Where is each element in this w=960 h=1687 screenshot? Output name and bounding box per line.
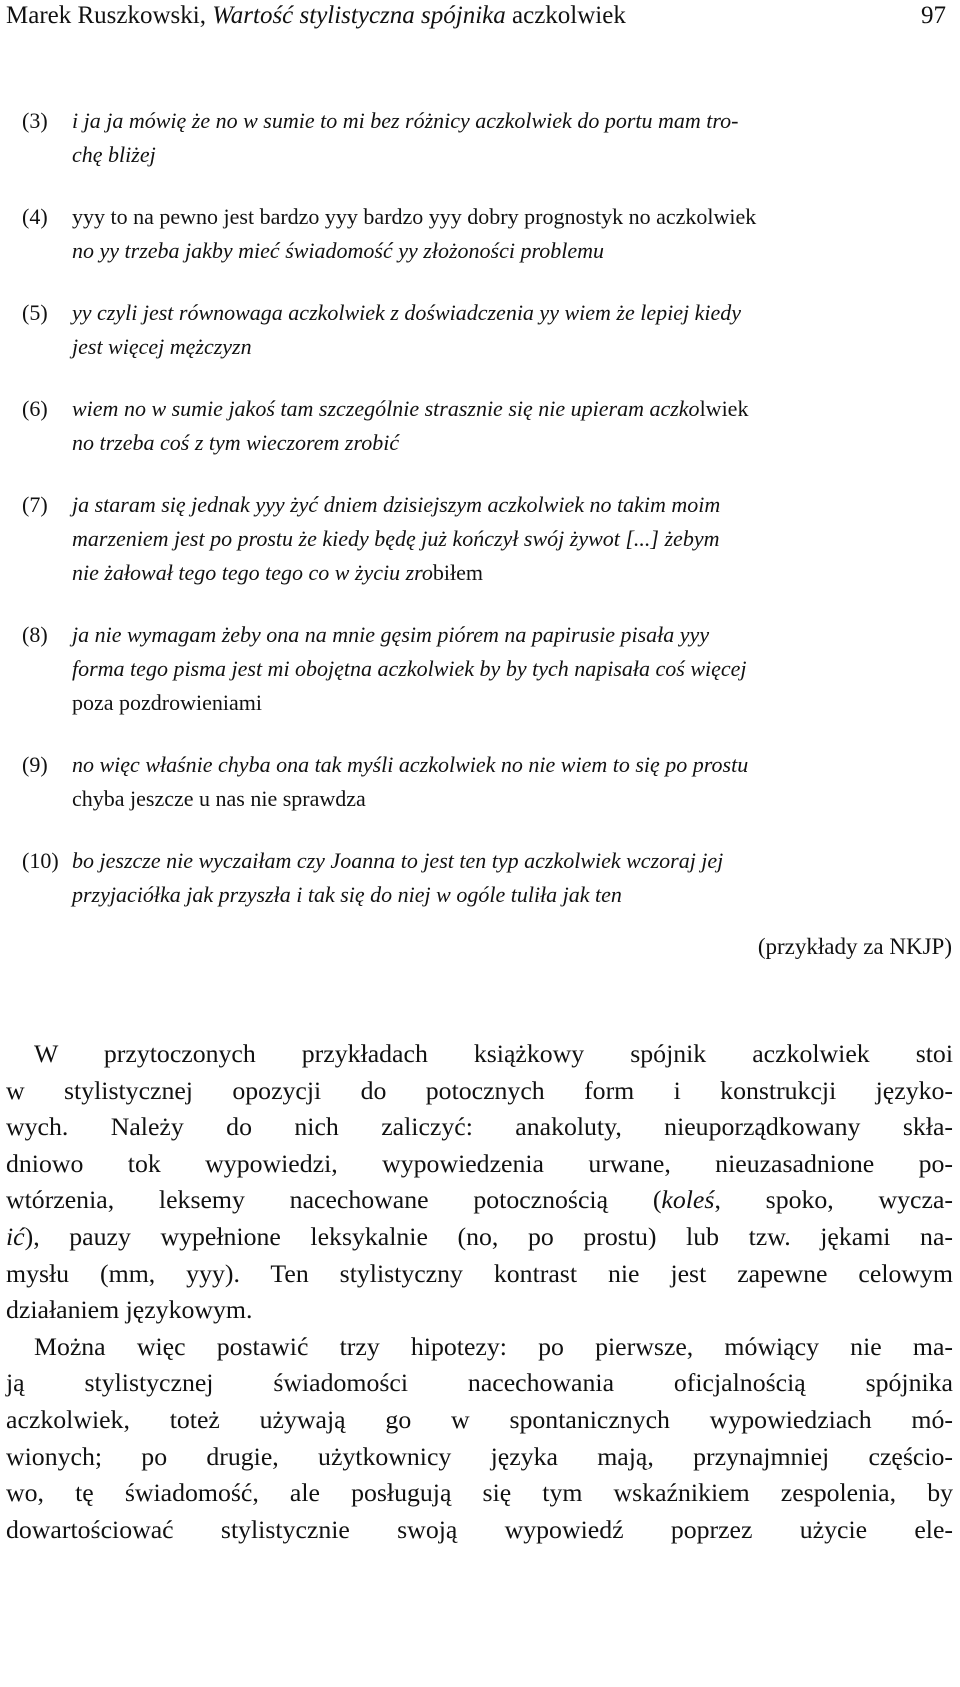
example-item xyxy=(22,104,960,172)
example-segment: bo jeszcze nie wyczaiłam czy Joanna to jest ten typ aczkolwiek wczoraj jej xyxy=(72,848,724,873)
example-segment: forma tego pisma jest mi obojętna aczkolwiek by by tych napisała coś więcej xyxy=(72,656,747,681)
example-line xyxy=(72,782,960,816)
example-line xyxy=(72,652,960,686)
example-number: (9) xyxy=(22,752,48,777)
example-segment: yyy to na pewno jest bardzo yyy bardzo yyy dobry prognostyk no aczkolwiek xyxy=(72,204,757,229)
text-segment: aczkolwiek, toteż używają go w spontanicznych wypowiedziach mó- xyxy=(6,1404,953,1434)
example-segment: wiem no w sumie jakoś tam szczególnie strasznie się nie upieram aczko xyxy=(72,396,700,421)
text-segment: ), pauzy wypełnione leksykalnie (no, po prostu) lub tzw. jękami na- xyxy=(24,1221,953,1251)
example-line xyxy=(72,330,960,364)
text-segment: wionych; po drugie, użytkownicy języka mają, przynajmniej częścio- xyxy=(6,1441,953,1471)
paragraph-line xyxy=(6,1182,953,1219)
example-line xyxy=(72,522,960,556)
example-segment: ja nie wymagam żeby ona na mnie gęsim piórem na papirusie pisała yyy xyxy=(72,622,710,647)
example-number: (6) xyxy=(22,396,48,421)
example-item xyxy=(22,200,960,268)
running-title xyxy=(6,2,626,30)
example-item xyxy=(22,748,960,816)
paragraph xyxy=(6,1036,953,1329)
text-segment: Można więc postawić trzy hipotezy: po pierwsze, mówiący nie ma- xyxy=(34,1331,953,1361)
example-segment: no więc właśnie chyba ona tak myśli aczkolwiek no nie wiem to się po prostu xyxy=(72,752,749,777)
text-segment: ją stylistycznej świadomości nacechowania oficjalnością spójnika xyxy=(6,1368,953,1398)
paragraph xyxy=(6,1329,953,1549)
paragraph-line xyxy=(6,1402,953,1439)
example-number: (7) xyxy=(22,492,48,517)
example-line xyxy=(72,200,960,234)
example-line xyxy=(72,748,960,782)
source-note: (przykłady za NKJP) xyxy=(757,934,952,959)
example-segment: lwiek xyxy=(699,396,749,421)
paragraph-line xyxy=(6,1475,953,1512)
example-list xyxy=(22,104,960,940)
example-number: (5) xyxy=(22,300,48,325)
text-segment: dniowo tok wypowiedzi, wypowiedzenia urwane, nieuzasadnione po- xyxy=(6,1148,953,1178)
example-item xyxy=(22,488,960,590)
example-segment: yy czyli jest równowaga aczkolwiek z doświadczenia yy wiem że lepiej kiedy xyxy=(72,300,742,325)
example-line xyxy=(72,426,960,460)
example-segment: no yy trzeba jakby mieć świadomość yy złożoności problemu xyxy=(72,238,604,263)
text-segment: działaniem językowym. xyxy=(6,1295,253,1325)
example-segment: chę bliżej xyxy=(72,142,156,167)
example-line xyxy=(72,488,960,522)
text-segment: mysłu (mm, yyy). Ten stylistyczny kontrast nie jest zapewne celowym xyxy=(6,1258,953,1288)
example-line xyxy=(72,234,960,268)
example-item xyxy=(22,296,960,364)
paragraph-line xyxy=(6,1365,953,1402)
header-author: Marek Ruszkowski, xyxy=(6,2,206,29)
example-line xyxy=(72,392,960,426)
example-segment: nie żałował tego tego tego co w życiu zro xyxy=(72,560,433,585)
example-number: (3) xyxy=(22,108,48,133)
example-text xyxy=(72,748,960,816)
example-segment: ja staram się jednak yyy żyć dniem dzisiejszym aczkolwiek no takim moim xyxy=(72,492,721,517)
example-line xyxy=(72,296,960,330)
example-line xyxy=(72,104,960,138)
example-segment: przyjaciółka jak przyszła i tak się do niej w ogóle tuliła jak ten xyxy=(72,882,622,907)
example-text xyxy=(72,296,960,364)
example-line xyxy=(72,878,960,912)
text-segment: dowartościować stylistycznie swoją wypowiedź poprzez użycie ele- xyxy=(6,1514,953,1544)
example-line xyxy=(72,844,960,878)
paragraph-line xyxy=(6,1146,953,1183)
example-segment: i ja ja mówię że no w sumie to mi bez różnicy aczkolwiek do portu mam tro- xyxy=(72,108,739,133)
text-segment: , spoko, wycza- xyxy=(714,1185,953,1215)
paragraph-line xyxy=(6,1439,953,1476)
example-item xyxy=(22,618,960,720)
example-segment: biłem xyxy=(432,560,484,585)
example-line xyxy=(72,618,960,652)
paragraph-line xyxy=(6,1036,953,1073)
example-number: (4) xyxy=(22,204,48,229)
page-number: 97 xyxy=(921,2,946,29)
text-segment: wych. Należy do nich zaliczyć: anakoluty, nieuporządkowany skła- xyxy=(6,1112,953,1142)
example-segment: no trzeba coś z tym wieczorem zrobić xyxy=(72,430,400,455)
text-segment: wo, tę świadomość, ale posługują się tym wskaźnikiem zespolenia, by xyxy=(6,1478,953,1508)
example-text xyxy=(72,392,960,460)
example-text xyxy=(72,488,960,590)
example-text xyxy=(72,104,960,172)
paragraph-line xyxy=(6,1512,953,1549)
example-number: (10) xyxy=(22,848,59,873)
example-line xyxy=(72,686,960,720)
text-segment: wtórzenia, leksemy nacechowane potocznością ( xyxy=(6,1185,662,1215)
paragraph-line xyxy=(6,1073,953,1110)
example-line xyxy=(72,556,960,590)
body-text xyxy=(6,1036,953,1548)
paragraph-line xyxy=(6,1329,953,1366)
example-segment: chyba jeszcze u nas nie sprawdza xyxy=(72,786,366,811)
running-header xyxy=(6,0,954,36)
text-segment: koleś xyxy=(661,1185,715,1215)
example-number: (8) xyxy=(22,622,48,647)
text-segment: W przytoczonych przykładach książkowy spójnik aczkolwiek stoi xyxy=(34,1039,953,1068)
example-segment: marzeniem jest po prostu że kiedy będę już kończył swój żywot [...] żebym xyxy=(72,526,720,551)
text-segment: ić xyxy=(6,1221,25,1251)
example-text xyxy=(72,618,960,720)
example-segment: poza pozdrowieniami xyxy=(72,690,262,715)
example-item xyxy=(22,392,960,460)
paragraph-line xyxy=(6,1292,953,1329)
example-text xyxy=(72,844,960,912)
example-segment: jest więcej mężczyzn xyxy=(72,334,252,359)
example-text xyxy=(72,200,960,268)
paragraph-line xyxy=(6,1256,953,1293)
paragraph-line xyxy=(6,1219,953,1256)
text-segment: w stylistycznej opozycji do potocznych form i konstrukcji języko- xyxy=(6,1075,953,1105)
header-title-italic: Wartość stylistyczna spójnika xyxy=(212,2,506,29)
example-line xyxy=(72,138,960,172)
paragraph-line xyxy=(6,1109,953,1146)
header-title-word: aczkolwiek xyxy=(512,2,626,29)
example-item xyxy=(22,844,960,912)
